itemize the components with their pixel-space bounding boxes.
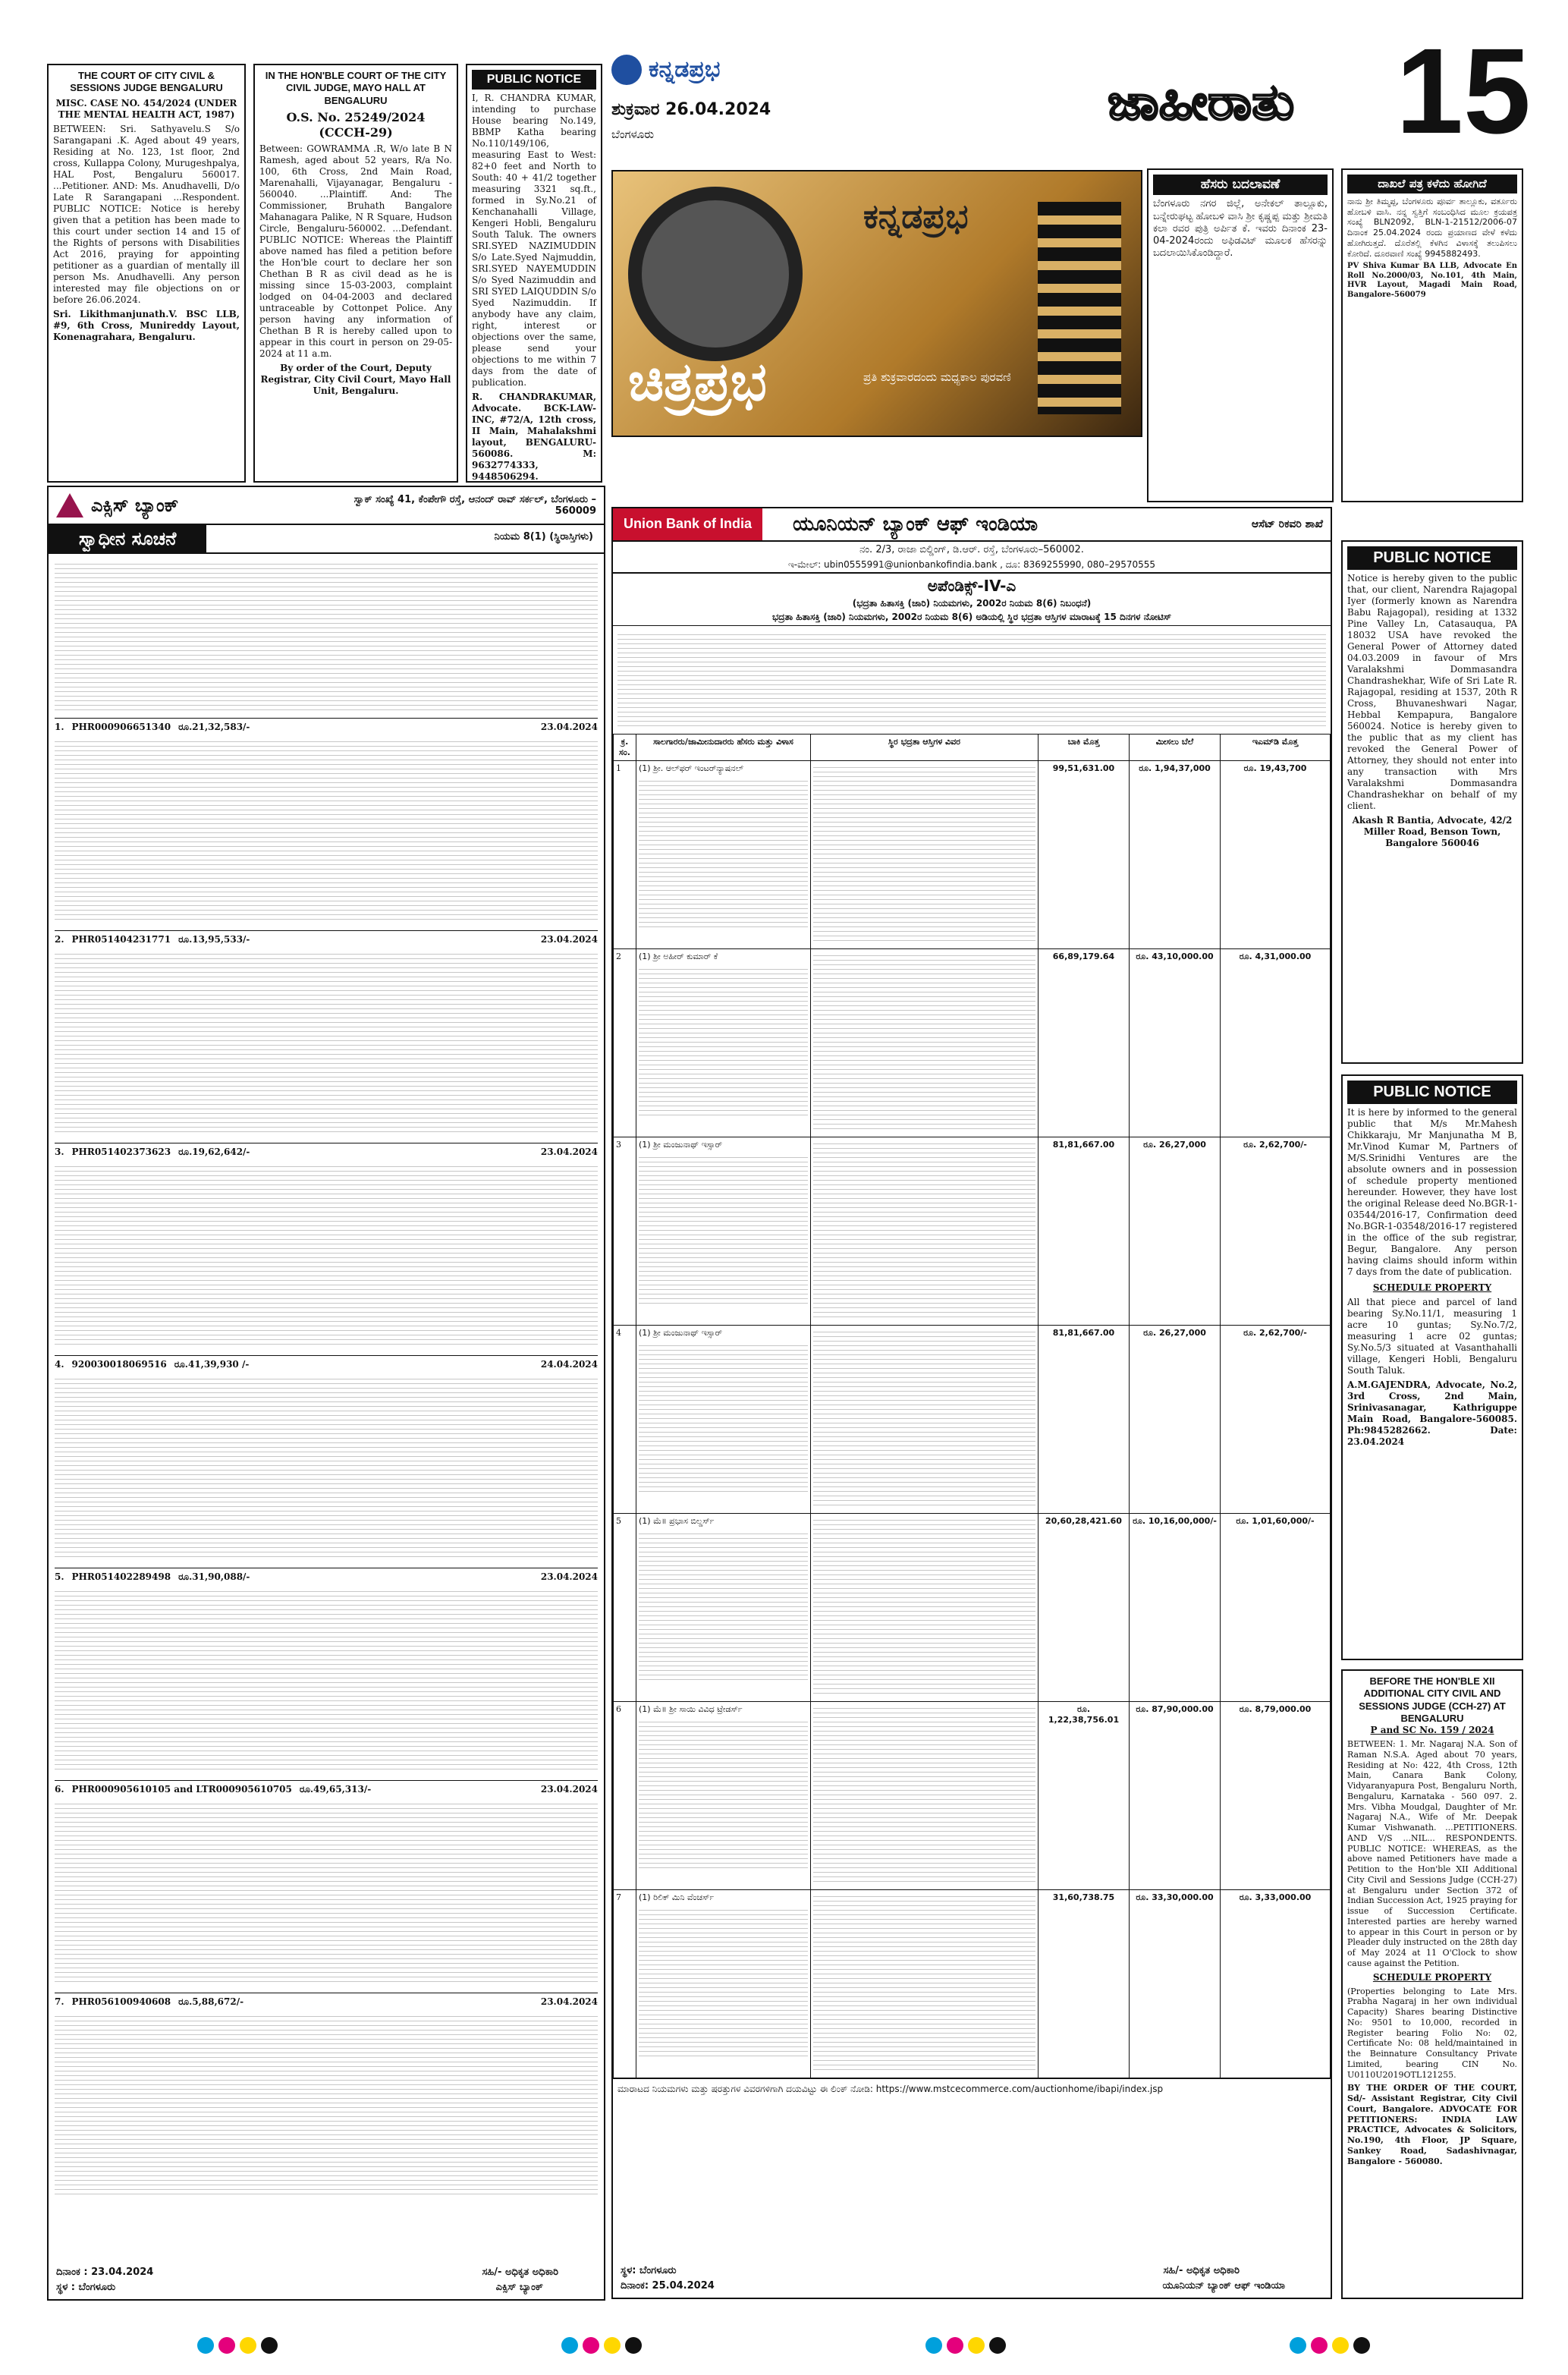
- item-number: 2.: [55, 934, 64, 945]
- axis-bank-name: ಎಕ್ಸಿಸ್ ಬ್ಯಾಂಕ್: [91, 495, 179, 516]
- reserve-price: ರೂ. 26,27,000: [1130, 1326, 1221, 1514]
- item-number: 6.: [55, 1784, 64, 1795]
- axis-logo-icon: [56, 493, 83, 517]
- reserve-price: ರೂ. 1,94,37,000: [1130, 761, 1221, 949]
- row-number: 5: [614, 1514, 636, 1702]
- union-footer: ಮಾರಾಟದ ನಿಯಮಗಳು ಮತ್ತು ಷರತ್ತುಗಳ ವಿವರಗಳಿಗಾಗಿ ದಯವಿಟ್ಟು ಈ ಲಿಂಕ್ ನೋಡಿ: https://www.mstcecommerce.com/auctionhome/ibapi/index.jsp: [613, 2078, 1331, 2100]
- table-row: [614, 1702, 1331, 1890]
- axis-item: [55, 1780, 598, 1993]
- notice-signatory: A.M.GAJENDRA, Advocate, No.2, 3rd Cross, 2nd Main, Srinivasanagar, Kathriguppe Main Road, Bangalore-560085. Ph:9845282662. Date: 23.04.2024: [1347, 1379, 1517, 1447]
- axis-item: [55, 1568, 598, 1780]
- amount-due: ರೂ.19,62,642/-: [178, 1147, 250, 1157]
- row-number: 7: [614, 1890, 636, 2078]
- emd-amount: ರೂ. 2,62,700/-: [1221, 1326, 1331, 1514]
- property-cell: [811, 1326, 1039, 1514]
- loan-account: PHR051402289498: [71, 1571, 171, 1582]
- item-description: [55, 950, 598, 1132]
- property-cell: [811, 949, 1039, 1137]
- table-row: [614, 1137, 1331, 1326]
- notice-body: ಬೆಂಗಳೂರು ನಗರ ಜಿಲ್ಲೆ, ಅನೇಕಲ್ ತಾಲ್ಲೂಕು, ಬನ್ನೇರುಘಟ್ಟ ಹೋಬಳಿ ವಾಸಿ ಶ್ರೀ ಕೃಷ್ಣಪ್ಪ ಮತ್ತು ಶ್ರೀಮತಿ ಕಲಾ ರವರ ಪುತ್ರಿ ಅರ್ಪಿತ ಕೆ. ಇವರು ದಿನಾಂಕ 23-04-2024ರಂದು ಅಫಿಡವಿಟ್ ಮೂಲಕ ಹೆಸರನ್ನು ಬದಲಾಯಿಸಿಕೊಂಡಿದ್ದಾರೆ.: [1153, 198, 1328, 260]
- axis-item: [55, 1355, 598, 1568]
- column-header: ಸ್ಥಿರ ಭದ್ರತಾ ಆಸ್ತಿಗಳ ವಿವರ: [811, 735, 1039, 761]
- dues-amount: 81,81,667.00: [1039, 1137, 1130, 1326]
- borrower-name: (1) ಶ್ರೀ ಮಂಜುನಾಥ್ ಇಸ್ಸಾರ್: [639, 1328, 722, 1338]
- notice-os-case: [253, 64, 458, 483]
- notice-body: I, R. CHANDRA KUMAR, intending to purchase House bearing No.149, BBMP Katha bearing No.110/149/106, measuring East to West: 82+0 feet and North to South: 40 + 41/2 together measuring 3321 sq.ft., formed in Sy.No.21 of Kenchanahalli Village, Kengeri Hobli, Bengaluru South Taluk. The owners SRI.SYED NAZIMUDDIN S/o Late.Syed Najmuddin, SRI.SYED NAYEMUDDIN S/o Syed Nazimuddin and SRI SYED LAIQUDDIN S/o Syed Nazimuddin. If anybody have any claim, right, interest or objections over the same, please send your objections to me within 7 days from the date of publication.: [472, 93, 596, 388]
- property-cell: [811, 1702, 1039, 1890]
- property-description: [813, 763, 1035, 942]
- color-registration-dots: [197, 2337, 282, 2357]
- dues-amount: ರೂ. 1,22,38,756.01: [1039, 1702, 1130, 1890]
- axis-item: [55, 1993, 598, 2205]
- item-number: 7.: [55, 1996, 64, 2007]
- axis-sign: ಸಹಿ/- ಅಧಿಕೃತ ಅಧಿಕಾರಿ: [482, 2266, 558, 2278]
- notice-misc-case: [47, 64, 246, 483]
- dues-amount: 66,89,179.64: [1039, 949, 1130, 1137]
- cyan-dot-icon: [925, 2337, 942, 2354]
- schedule-heading: SCHEDULE PROPERTY: [1372, 1971, 1492, 1983]
- property-cell: [811, 761, 1039, 949]
- item-description: [55, 1375, 598, 1557]
- axis-rule: ನಿಯಮ 8(1) (ಸ್ಥಿರಾಸ್ತಿಗಳು): [494, 531, 593, 543]
- borrower-cell: [636, 1702, 811, 1890]
- amount-due: ರೂ.31,90,088/-: [178, 1571, 250, 1582]
- notice-heading: ಹೆಸರು ಬದಲಾವಣೆ: [1153, 175, 1328, 195]
- dues-amount: 99,51,631.00: [1039, 761, 1130, 949]
- notice-body: Between: GOWRAMMA .R, W/o late B N Ramesh, aged about 52 years, R/a No. 100, 6th Cross, 2nd Main Road, Marenahalli, Vijayanagar, Bengaluru - 560040. ...Plaintiff. And: The Commissioner, Bruhath Bangalore Mahanagara Palike, N R Square, Hudson Circle, Bengaluru-560002. ...Defendant. PUBLIC NOTICE: Whereas the Plaintiff above named has filed a petition before the Hon'ble court to declare her son Chethan B R as civil dead as he is missing since 15-03-2003, complaint lodged on 04-04-2003 and declared untraceable by Cottonpet Police. Any person having any information of Chethan B R is hereby called upon to appear in this court in person on 29-05-2024 at 11 a.m.: [259, 143, 452, 359]
- union-address: ನಂ. 2/3, ರಾಜಾ ಬಿಲ್ಡಿಂಗ್, ಡಿ.ಆರ್. ರಸ್ತೆ, ಬೆಂಗಳೂರು–560002.: [859, 544, 1084, 555]
- amount-due: ರೂ.13,95,533/-: [178, 934, 250, 945]
- axis-place: ಸ್ಥಳ : ಬೆಂಗಳೂರು: [56, 2282, 116, 2293]
- notice-signatory: By order of the Court, Deputy Registrar, City Civil Court, Mayo Hall Unit, Bengaluru.: [260, 362, 451, 396]
- borrower-name: (1) ಶ್ರೀ ಮಂಜುನಾಥ್ ಇಸ್ಸಾರ್: [639, 1140, 722, 1150]
- item-number: 5.: [55, 1571, 64, 1582]
- column-header: ಬಾಕಿ ಮೊತ್ತ: [1039, 735, 1130, 761]
- notice-public-chandrakumar: [466, 64, 602, 483]
- notice-name-change: [1147, 168, 1334, 502]
- magenta-dot-icon: [583, 2337, 599, 2354]
- schedule-heading: SCHEDULE PROPERTY: [1372, 1282, 1492, 1293]
- loan-account: PHR000905610105 and LTR000905610705: [71, 1784, 292, 1795]
- yellow-dot-icon: [968, 2337, 985, 2354]
- possession-date: 23.04.2024: [540, 1784, 598, 1795]
- item-description: [55, 1800, 598, 1982]
- black-dot-icon: [625, 2337, 642, 2354]
- borrower-cell: [636, 1137, 811, 1326]
- black-dot-icon: [261, 2337, 278, 2354]
- axis-item: [55, 1143, 598, 1355]
- notice-body: Notice is hereby given to the public that, our client, Narendra Rajagopal Iyer (formerly known as Narendra Babu Rajagopal), residing at 1332 Pine Valley Ln, Catasauqua, PA 18032 USA have revoked the General Power of Attorney dated 04.03.2009 in favour of Mrs Varalakshmi Dommasandra Chandrashekhar, Wife of Sri Late R. Rajagopal, residing at 1537, 20th R Cross, Bhuvaneshwari Nagar, Hebbal Kempapura, Bangalore 560024. Notice is hereby given to the public that as my client has revoked the General Power of Attorney, they should not enter into any transaction with Mrs Varalakshmi Dommasandra Chandrashekhar on behalf of my client.: [1347, 573, 1517, 811]
- notice-heading: IN THE HON'BLE COURT OF THE CITY CIVIL JUDGE, MAYO HALL AT BENGALURU: [265, 70, 447, 106]
- union-date: ದಿನಾಂಕ: 25.04.2024: [621, 2280, 715, 2292]
- property-description: [813, 1516, 1035, 1695]
- emd-amount: ರೂ. 4,31,000.00: [1221, 949, 1331, 1137]
- axis-header: [49, 487, 604, 524]
- cyan-dot-icon: [1290, 2337, 1306, 2354]
- color-registration-dots: [561, 2337, 646, 2357]
- column-header: ಸಾಲಗಾರರು/ಜಾಮೀನುದಾರರು ಹೆಸರು ಮತ್ತು ವಿಳಾಸ: [636, 735, 811, 761]
- row-number: 1: [614, 761, 636, 949]
- union-header: [613, 508, 1331, 542]
- axis-address: ಸ್ವಾಕ್ ಸಂಖ್ಯೆ 41, ಕೆಂಪೇಗೌ ರಸ್ತೆ, ಆನಂದ್ ರಾವ್ ಸರ್ಕಲ್, ಬೆಂಗಳೂರು –560009: [354, 494, 596, 517]
- axis-title-bar: [49, 524, 604, 554]
- item-number: 4.: [55, 1359, 64, 1370]
- union-place: ಸ್ಥಳ: ಬೆಂಗಳೂರು: [621, 2265, 677, 2276]
- possession-date: 23.04.2024: [540, 1996, 598, 2007]
- reserve-price: ರೂ. 26,27,000: [1130, 1137, 1221, 1326]
- notice-succession: [1341, 1669, 1523, 2299]
- city-name: ಬೆಂಗಳೂರು: [611, 127, 655, 141]
- union-appendix: ಅಪೆಂಡಿಕ್ಸ್-IV-ಎ: [927, 577, 1017, 595]
- borrower-cell: [636, 949, 811, 1137]
- row-number: 3: [614, 1137, 636, 1326]
- property-cell: [811, 1137, 1039, 1326]
- property-description: [813, 1328, 1035, 1507]
- date-line: ಶುಕ್ರವಾರ 26.04.2024: [611, 100, 771, 119]
- axis-bank-notice: [47, 486, 605, 2301]
- reserve-price: ರೂ. 87,90,000.00: [1130, 1702, 1221, 1890]
- reserve-price: ರೂ. 33,30,000.00: [1130, 1890, 1221, 2078]
- axis-items: [49, 718, 604, 2205]
- notice-lost-documents: [1341, 168, 1523, 502]
- union-sign: ಸಹಿ/- ಅಧಿಕೃತ ಅಧಿಕಾರಿ: [1163, 2265, 1240, 2276]
- case-number: MISC. CASE NO. 454/2024 (UNDER THE MENTAL HEALTH ACT, 1987): [55, 97, 237, 120]
- possession-date: 23.04.2024: [540, 722, 598, 732]
- magenta-dot-icon: [218, 2337, 235, 2354]
- magenta-dot-icon: [1311, 2337, 1328, 2354]
- banner-logo: ಕನ್ನಡಪ್ರಭ: [863, 197, 969, 236]
- column-header: ಮೀಸಲು ಬೆಲೆ: [1130, 735, 1221, 761]
- borrower-name: (1) ಶ್ರೀ. ಆಲ್‌ಫರ್ ಇಂಟರ್‌ನ್ಯಾಷನಲ್: [639, 763, 744, 773]
- yellow-dot-icon: [604, 2337, 621, 2354]
- color-registration-dots: [1290, 2337, 1375, 2357]
- table-row: [614, 949, 1331, 1137]
- black-dot-icon: [1353, 2337, 1370, 2354]
- item-description: [55, 1162, 598, 1345]
- banner-tagline: ಪ್ರತಿ ಶುಕ್ರವಾರದಂದು ಮಧ್ಯಕಾಲ ಪುರವಣಿ: [863, 370, 1011, 384]
- cyan-dot-icon: [561, 2337, 578, 2354]
- row-number: 2: [614, 949, 636, 1137]
- notice-signatory: PV Shiva Kumar BA LLB, Advocate En Roll No.2000/03, No.101, 4th Main, HVR Layout, Magadi Main Road, Bangalore-560079: [1347, 262, 1517, 299]
- property-cell: [811, 1514, 1039, 1702]
- borrower-name: (1) ರಿಲಿಕ್ ಮಿನಿ ವೆಂಚರ್ಸ್: [639, 1892, 715, 1902]
- borrower-cell: [636, 761, 811, 949]
- property-cell: [811, 1890, 1039, 2078]
- notice-public-revocation: [1341, 540, 1523, 1064]
- table-row: [614, 1326, 1331, 1514]
- film-strip-icon: [1038, 202, 1121, 414]
- table-header-row: [614, 735, 1331, 761]
- row-number: 4: [614, 1326, 636, 1514]
- item-number: 1.: [55, 722, 64, 732]
- amount-due: ರೂ.5,88,672/-: [178, 1996, 244, 2007]
- notice-heading: ದಾಖಲೆ ಪತ್ರ ಕಳೆದು ಹೋಗಿದೆ: [1347, 175, 1517, 193]
- amount-due: ರೂ.21,32,583/-: [178, 722, 250, 732]
- cyan-dot-icon: [197, 2337, 214, 2354]
- dues-amount: 31,60,738.75: [1039, 1890, 1130, 2078]
- property-description: [813, 1704, 1035, 1883]
- notice-body: BETWEEN: 1. Mr. Nagaraj N.A. Son of Raman N.S.A. Aged about 70 years, Residing at No: 422, 4th Cross, 12th Main, Canara Bank Colony, Vidyaranyapura Post, Bengaluru North, Bengaluru, Karnataka - 560 097. 2. Mrs. Vibha Moudgal, Daughter of Mr. Nagaraj N.A., Wife of Mr. Deepak Kumar Vishwanath. ...PETITIONERS. AND V/S ...NIL... RESPONDENTS. PUBLIC NOTICE: WHEREAS, as the above named Petitioners have made a Petition to the Hon'ble XII Additional City Civil and Sessions Judge (CCH-27) at Bengaluru under Section 372 of Indian Succession Act, 1925 praying for issue of Succession Certificate. Interested parties are hereby warned to appear in this Court in person or by Pleader duly instructed on the 28th day of May 2024 at 11 O'Clock to show cause against the Petition.: [1347, 1739, 1517, 1968]
- axis-notice-title: ಸ್ವಾಧೀನ ಸೂಚನೆ: [49, 525, 206, 552]
- axis-item: [55, 718, 598, 930]
- banner-title: ಚಿತ್ರಪ್ರಭ: [628, 351, 767, 413]
- loan-account: PHR056100940608: [71, 1996, 171, 2007]
- notice-body: BETWEEN: Sri. Sathyavelu.S S/o Sarangapani .K. Aged about 49 years, Residing at No. 123, 1st floor, 2nd cross, Kullappa Colony, Murugeshpalya, HAL Post, Bengaluru 560017. ...Petitioner. AND: Ms. Anudhavelli, D/o Late R Sarangapani ...Respondent. PUBLIC NOTICE: Notice is hereby given that a petition has been made to this court under section 14 and 15 of the Rights of persons with Disabilities Act 2016, praying for appointing petitioner as a guardian of mentally ill person Ms. Anudhavelli. Any person interested may file objections on or before 26.06.2024.: [53, 123, 240, 305]
- item-number: 3.: [55, 1147, 64, 1157]
- possession-date: 23.04.2024: [540, 934, 598, 945]
- borrower-name: (1) ಮೆ॥ ಶ್ರೀ ಸಾಯಿ ವಿವಿಧ ಟ್ರೇಡರ್ಸ್: [639, 1704, 743, 1714]
- property-description: [813, 1140, 1035, 1319]
- borrower-cell: [636, 1326, 811, 1514]
- borrower-address: [639, 965, 808, 1117]
- notice-body: ನಾನು ಶ್ರೀ ತಿಮ್ಮಪ್ಪ, ಬೆಂಗಳೂರು ಪೂರ್ವ ತಾಲ್ಲೂಕು, ವರ್ತೂರು ಹೋಬಳಿ ವಾಸಿ. ನನ್ನ ಸ್ವತ್ತಿಗೆ ಸಂಬಂಧಿಸಿದ ಮೂಲ ಕ್ರಯಪತ್ರ ಸಂಖ್ಯೆ BLN2092, BLN-1-21512/2006-07 ದಿನಾಂಕ 25.04.2024 ರಂದು ಪ್ರಯಾಣದ ವೇಳೆ ಕಳೆದು ಹೋಗಿರುತ್ತದೆ. ದೊರೆತಲ್ಲಿ ಕೆಳಗಿನ ವಿಳಾಸಕ್ಕೆ ತಲುಪಿಸಲು ಕೋರಿದೆ. ದೂರವಾಣಿ ಸಂಖ್ಯೆ 9945882493.: [1347, 196, 1517, 259]
- notice-heading: PUBLIC NOTICE: [1347, 1081, 1517, 1104]
- emd-amount: ರೂ. 1,01,60,000/-: [1221, 1514, 1331, 1702]
- notice-heading: PUBLIC NOTICE: [472, 70, 596, 90]
- notice-signatory: BY THE ORDER OF THE COURT, Sd/- Assistant Registrar, City Civil Court, Bangalore. ADVOCATE FOR PETITIONERS: INDIA LAW PRACTICE, Advocates & Solicitors, No.190, 4th Floor, JP Square, Sankey Road, Sadashivnagar, Bangalore - 560080.: [1347, 2083, 1517, 2166]
- schedule-body: All that piece and parcel of land bearing Sy.No.11/1, measuring 1 acre 10 guntas; Sy.No.7/2, measuring 1 acre 02 guntas; Sy.No.5/3 situated at Vasanthahalli village, Kengeri Hobli, Bengaluru South Taluk.: [1347, 1297, 1517, 1376]
- notice-body: It is here by informed to the general public that M/s Mr.Mahesh Chikkaraju, Mr Manjunatha M B, Mr.Vinod Kumar M, Partners of M/S.Srinidhi Ventures are the absolute owners and in possession of schedule property mentioned hereunder. However, they have lost the original Release deed No.BGR-1-03544/2016-17, Confirmation deed No.BGR-1-03548/2016-17 registered in the office of the sub registrar, Begur, Bangalore. Any person having claims should inform within 7 days from the date of publication.: [1347, 1107, 1517, 1277]
- borrower-cell: [636, 1514, 811, 1702]
- axis-intro-text: [55, 560, 598, 712]
- case-number: P and SC No. 159 / 2024: [1370, 1725, 1494, 1735]
- dues-amount: 81,81,667.00: [1039, 1326, 1130, 1514]
- loan-account: 920030018069516: [71, 1359, 167, 1370]
- axis-sign-bank: ಎಕ್ಸಿಸ್ ಬ್ಯಾಂಕ್: [495, 2282, 543, 2293]
- kp-logo-icon: [611, 55, 642, 85]
- axis-item: [55, 930, 598, 1143]
- possession-date: 23.04.2024: [540, 1571, 598, 1582]
- page-number: 15: [1396, 23, 1531, 159]
- borrower-address: [639, 1153, 808, 1305]
- table-row: [614, 761, 1331, 949]
- notice-public-srinidhi: [1341, 1074, 1523, 1660]
- borrower-address: [639, 777, 808, 929]
- dues-amount: 20,60,28,421.60: [1039, 1514, 1130, 1702]
- case-number: O.S. No. 25249/2024 (CCCH-29): [286, 109, 426, 140]
- notice-heading: BEFORE THE HON'BLE XII ADDITIONAL CITY CIVIL AND SESSIONS JUDGE (CCH-27) AT BENGALURU: [1359, 1675, 1506, 1724]
- emd-amount: ರೂ. 8,79,000.00: [1221, 1702, 1331, 1890]
- section-title: ಜಾಹೀರಾತು: [1108, 73, 1295, 131]
- black-dot-icon: [989, 2337, 1006, 2354]
- yellow-dot-icon: [240, 2337, 256, 2354]
- axis-date: ದಿನಾಂಕ : 23.04.2024: [56, 2266, 154, 2278]
- loan-account: PHR051404231771: [71, 934, 171, 945]
- film-reel-icon: [628, 187, 803, 361]
- item-description: [55, 2012, 598, 2194]
- union-subtitle2: ಭದ್ರತಾ ಹಿತಾಸಕ್ತಿ (ಜಾರಿ) ನಿಯಮಗಳು, 2002ರ ನಿಯಮ 8(6) ಅಡಿಯಲ್ಲಿ ಸ್ಥಿರ ಭದ್ರತಾ ಆಸ್ತಿಗಳ ಮಾರಾಟಕ್ಕೆ 15 ದಿನಗಳ ನೋಟಿಸ್: [613, 609, 1331, 626]
- loan-account: PHR000906651340: [71, 722, 171, 732]
- borrower-name: (1) ಮೆ॥ ಪ್ರಭಾಸ ಬಿಲ್ಡರ್ಸ್: [639, 1516, 715, 1526]
- possession-date: 23.04.2024: [540, 1147, 598, 1157]
- union-bank-notice: [611, 507, 1332, 2299]
- column-header: ಕ್ರ. ಸಂ.: [614, 735, 636, 761]
- reserve-price: ರೂ. 10,16,00,000/-: [1130, 1514, 1221, 1702]
- union-logo: Union Bank of India: [613, 508, 762, 540]
- borrower-name: (1) ಶ್ರೀ ಅಹೀರ್ ಕುಮಾರ್ ಕೆ: [639, 952, 718, 961]
- borrower-address: [639, 1530, 808, 1681]
- union-contact: ಇ-ಮೇಲ್: ubin0555991@unionbankofindia.bank , ದೂ: 8369255990, 080–29570555: [613, 558, 1331, 574]
- notice-heading: PUBLIC NOTICE: [1347, 546, 1517, 570]
- union-branch: ಆಸೆಟ್ ರಿಕವರಿ ಶಾಖೆ: [1251, 518, 1323, 530]
- item-description: [55, 738, 598, 920]
- notice-heading: THE COURT OF CITY CIVIL & SESSIONS JUDGE BENGALURU: [70, 70, 223, 94]
- table-row: [614, 1890, 1331, 2078]
- borrower-address: [639, 1906, 808, 2058]
- notice-signatory: Sri. Likithmanjunath.V. BSC LLB, #9, 6th Cross, Munireddy Layout, Konenagrahara, Bengaluru.: [53, 308, 240, 342]
- union-subtitle: (ಭದ್ರತಾ ಹಿತಾಸಕ್ತಿ (ಜಾರಿ) ನಿಯಮಗಳು, 2002ರ ನಿಯಮ 8(6) ನಿಬಂಧನೆ): [852, 598, 1092, 609]
- borrower-address: [639, 1342, 808, 1493]
- property-description: [813, 1892, 1035, 2071]
- borrower-cell: [636, 1890, 811, 2078]
- notice-signatory: Akash R Bantia, Advocate, 42/2 Miller Road, Benson Town, Bangalore 560046: [1352, 815, 1513, 848]
- amount-due: ರೂ.41,39,930 /-: [174, 1359, 250, 1370]
- emd-amount: ರೂ. 19,43,700: [1221, 761, 1331, 949]
- union-title: ಯೂನಿಯನ್ ಬ್ಯಾಂಕ್ ಆಫ್ ಇಂಡಿಯಾ: [793, 512, 1039, 536]
- magenta-dot-icon: [947, 2337, 963, 2354]
- loan-account: PHR051402373623: [71, 1147, 171, 1157]
- emd-amount: ರೂ. 3,33,000.00: [1221, 1890, 1331, 2078]
- notice-signatory: R. CHANDRAKUMAR, Advocate. BCK-LAW-INC, #72/A, 12th cross, II Main, Mahalakshmi layout, BENGALURU-560086. M: 9632774333, 9448506294.: [472, 392, 596, 482]
- masthead-logo: ಕನ್ನಡಪ್ರಭ: [649, 56, 721, 83]
- union-intro-text: [617, 631, 1326, 729]
- borrower-address: [639, 1718, 808, 1870]
- property-description: [813, 952, 1035, 1131]
- union-sale-table: [613, 734, 1331, 2078]
- emd-amount: ರೂ. 2,62,700/-: [1221, 1137, 1331, 1326]
- row-number: 6: [614, 1702, 636, 1890]
- reserve-price: ರೂ. 43,10,000.00: [1130, 949, 1221, 1137]
- yellow-dot-icon: [1332, 2337, 1349, 2354]
- possession-date: 24.04.2024: [540, 1359, 598, 1370]
- item-description: [55, 1587, 598, 1769]
- schedule-body: (Properties belonging to Late Mrs. Prabha Nagaraj in her own individual Capacity) Shares bearing Distinctive No: 9501 to 10,000, recorded in Register bearing Folio No: 02, Certificate No: 08 held/maintained in the Beinnature Consultancy Private Limited, bearing CIN No. U0110U2019OTL121255.: [1347, 1986, 1517, 2080]
- chitraprabha-banner: [611, 170, 1142, 437]
- union-sign-bank: ಯೂನಿಯನ್ ಬ್ಯಾಂಕ್ ಆಫ್ ಇಂಡಿಯಾ: [1162, 2280, 1285, 2292]
- amount-due: ರೂ.49,65,313/-: [299, 1784, 372, 1795]
- color-registration-dots: [925, 2337, 1010, 2357]
- column-header: ಇಎಮ್‌ಡಿ ಮೊತ್ತ: [1221, 735, 1331, 761]
- table-row: [614, 1514, 1331, 1702]
